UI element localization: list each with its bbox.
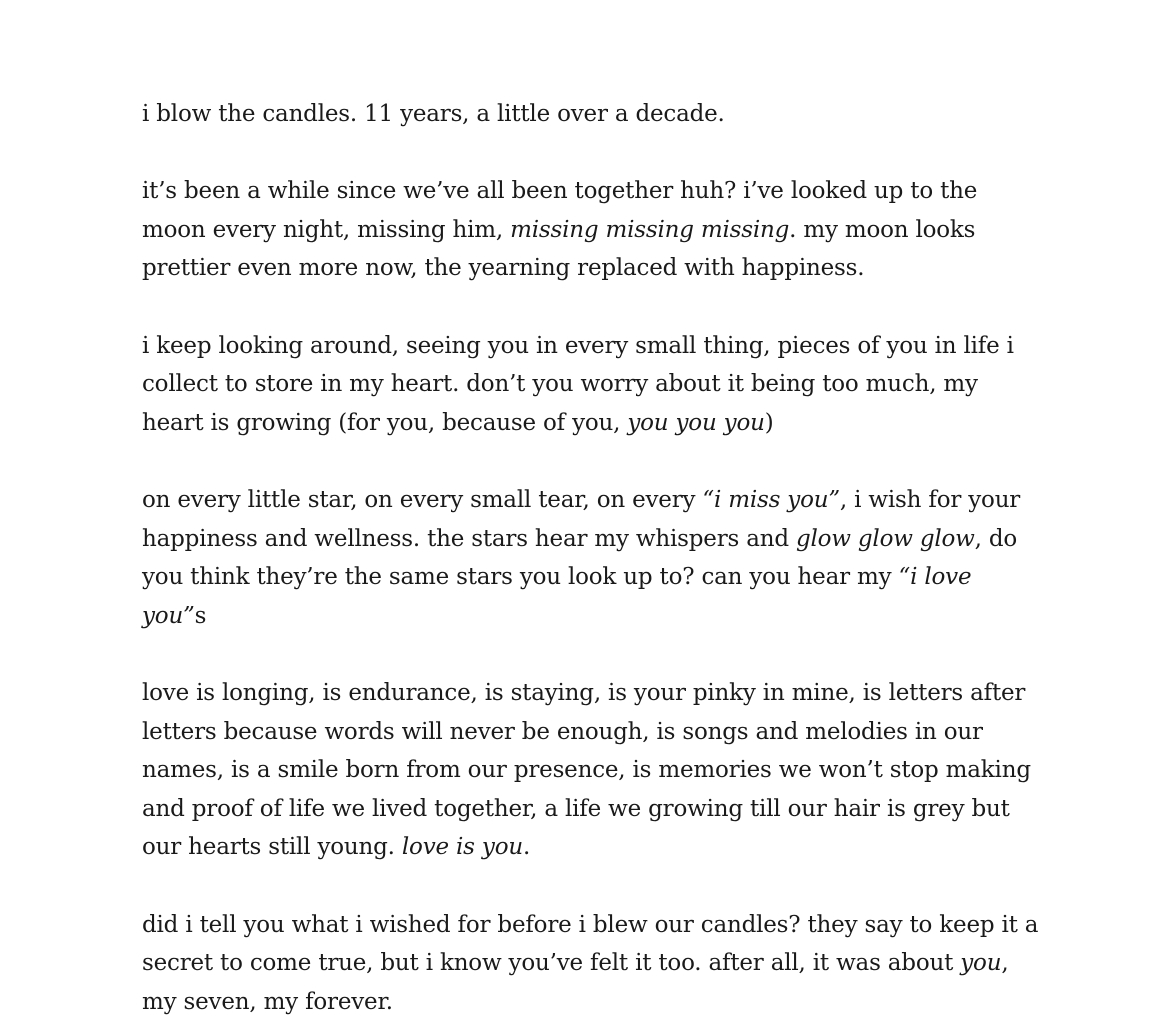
italic-segment: love is you [402, 834, 523, 860]
text-segment: s [195, 603, 207, 629]
italic-segment: “i love you” [142, 564, 971, 629]
text-segment: . my moon looks prettier even more now, the yearning replaced with happiness. [142, 217, 975, 282]
paragraph-love [142, 674, 1042, 867]
italic-segment: glow glow glow [796, 526, 975, 552]
text-segment: , my seven, my forever. [142, 950, 1008, 1015]
text-segment: on every little star, on every small tear, on every [142, 487, 702, 513]
paragraph-stars [142, 481, 1042, 635]
text-segment: , do you think they’re the same stars you look up to? can you hear my [142, 526, 1017, 591]
paragraph-wish [142, 906, 1042, 1021]
text-segment: i keep looking around, seeing you in every small thing, pieces of you in life i collect to store in my heart. don’t you worry about it being too much, my heart is growing (for you, because of you, [142, 333, 1014, 436]
text-segment: love is longing, is endurance, is staying, is your pinky in mine, is letters after letters because words will never be enough, is songs and melodies in our names, is a smile born from our presence, is memories we won’t stop making and proof of life we lived together, a life we growing till our hair is grey but our hearts still young. [142, 680, 1031, 860]
text-segment: did i tell you what i wished for before i blew our candles? they say to keep it a secret to come true, but i know you’ve felt it too. after all, it was about [142, 912, 1038, 977]
text-segment: . [523, 834, 530, 860]
paragraph-moon [142, 172, 1042, 288]
text-segment: i blow the candles. 11 years, a little over a decade. [142, 101, 725, 127]
document-body [142, 56, 1042, 1021]
text-segment: ) [765, 410, 774, 436]
text-segment: , i wish for your happiness and wellness. the stars hear my whispers and [142, 487, 1020, 552]
paragraph-heart [142, 327, 1042, 443]
italic-segment: you [960, 950, 1001, 976]
italic-segment: you you you [627, 410, 764, 436]
italic-segment: “i miss you” [702, 487, 840, 513]
paragraph-candles [142, 56, 1042, 133]
text-segment: it’s been a while since we’ve all been together huh? i’ve looked up to the moon every night, missing him, [142, 178, 977, 243]
italic-segment: missing missing missing [510, 217, 789, 243]
